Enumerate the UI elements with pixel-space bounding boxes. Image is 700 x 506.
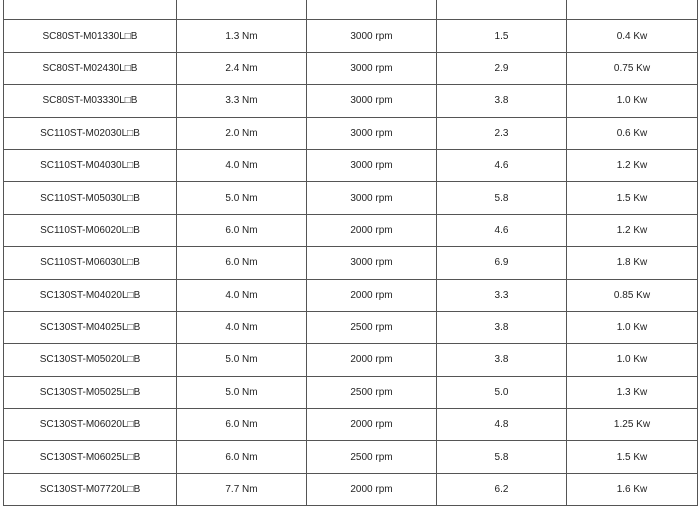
cell-power: 1.2 Kw [567, 149, 698, 181]
cell-speed: 3000 rpm [307, 182, 437, 214]
table-row [4, 85, 698, 117]
cell-model: SC110ST-M06020L□B [4, 214, 177, 246]
cell-speed: 3000 rpm [307, 149, 437, 181]
cell-power: 1.3 Kw [567, 376, 698, 408]
header-current [437, 0, 567, 20]
cell-current: 6.9 [437, 247, 567, 279]
table-row [4, 344, 698, 376]
servo-motor-spec-table-container [3, 0, 697, 506]
cell-power: 1.25 Kw [567, 409, 698, 441]
cell-power: 1.0 Kw [567, 311, 698, 343]
cell-speed: 2000 rpm [307, 473, 437, 505]
cell-current: 2.9 [437, 52, 567, 84]
cell-torque: 4.0 Nm [177, 149, 307, 181]
cell-current: 4.8 [437, 409, 567, 441]
cell-torque: 1.3 Nm [177, 20, 307, 52]
cell-model: SC130ST-M06025L□B [4, 441, 177, 473]
cell-speed: 3000 rpm [307, 117, 437, 149]
cell-model: SC110ST-M06030L□B [4, 247, 177, 279]
cell-power: 1.6 Kw [567, 473, 698, 505]
header-speed [307, 0, 437, 20]
cell-power: 1.0 Kw [567, 85, 698, 117]
cell-speed: 2000 rpm [307, 409, 437, 441]
cell-power: 1.5 Kw [567, 182, 698, 214]
cell-current: 3.8 [437, 311, 567, 343]
cell-current: 4.6 [437, 149, 567, 181]
table-row [4, 52, 698, 84]
table-row [4, 376, 698, 408]
table-row [4, 311, 698, 343]
cell-speed: 3000 rpm [307, 52, 437, 84]
table-row [4, 247, 698, 279]
table-row [4, 279, 698, 311]
cell-power: 0.4 Kw [567, 20, 698, 52]
cell-current: 5.8 [437, 182, 567, 214]
cell-power: 1.8 Kw [567, 247, 698, 279]
cell-speed: 2000 rpm [307, 279, 437, 311]
cell-model: SC130ST-M06020L□B [4, 409, 177, 441]
table-row [4, 182, 698, 214]
table-row [4, 20, 698, 52]
cell-model: SC130ST-M04020L□B [4, 279, 177, 311]
cell-power: 0.75 Kw [567, 52, 698, 84]
cell-speed: 3000 rpm [307, 85, 437, 117]
table-header-row [4, 0, 698, 20]
cell-model: SC80ST-M03330L□B [4, 85, 177, 117]
cell-torque: 6.0 Nm [177, 409, 307, 441]
cell-current: 3.8 [437, 344, 567, 376]
cell-torque: 4.0 Nm [177, 311, 307, 343]
cell-torque: 3.3 Nm [177, 85, 307, 117]
table-body [4, 20, 698, 506]
header-model [4, 0, 177, 20]
cell-current: 3.8 [437, 85, 567, 117]
cell-power: 1.0 Kw [567, 344, 698, 376]
cell-model: SC130ST-M05025L□B [4, 376, 177, 408]
cell-current: 5.8 [437, 441, 567, 473]
cell-torque: 6.0 Nm [177, 214, 307, 246]
cell-speed: 2500 rpm [307, 441, 437, 473]
cell-torque: 7.7 Nm [177, 473, 307, 505]
cell-model: SC130ST-M04025L□B [4, 311, 177, 343]
cell-speed: 2000 rpm [307, 214, 437, 246]
cell-power: 1.5 Kw [567, 441, 698, 473]
header-power [567, 0, 698, 20]
table-row [4, 214, 698, 246]
table-row [4, 473, 698, 505]
cell-power: 0.85 Kw [567, 279, 698, 311]
cell-torque: 2.4 Nm [177, 52, 307, 84]
cell-power: 0.6 Kw [567, 117, 698, 149]
cell-torque: 6.0 Nm [177, 247, 307, 279]
cell-torque: 6.0 Nm [177, 441, 307, 473]
cell-speed: 2000 rpm [307, 344, 437, 376]
cell-power: 1.2 Kw [567, 214, 698, 246]
cell-speed: 3000 rpm [307, 20, 437, 52]
table-row [4, 149, 698, 181]
cell-speed: 2500 rpm [307, 311, 437, 343]
cell-model: SC80ST-M01330L□B [4, 20, 177, 52]
cell-torque: 2.0 Nm [177, 117, 307, 149]
servo-motor-spec-table [3, 0, 698, 506]
cell-speed: 3000 rpm [307, 247, 437, 279]
cell-model: SC130ST-M05020L□B [4, 344, 177, 376]
header-torque [177, 0, 307, 20]
cell-model: SC110ST-M04030L□B [4, 149, 177, 181]
cell-model: SC130ST-M07720L□B [4, 473, 177, 505]
cell-torque: 5.0 Nm [177, 376, 307, 408]
cell-current: 4.6 [437, 214, 567, 246]
cell-model: SC110ST-M02030L□B [4, 117, 177, 149]
cell-torque: 4.0 Nm [177, 279, 307, 311]
cell-current: 1.5 [437, 20, 567, 52]
cell-speed: 2500 rpm [307, 376, 437, 408]
cell-model: SC80ST-M02430L□B [4, 52, 177, 84]
table-row [4, 441, 698, 473]
cell-torque: 5.0 Nm [177, 344, 307, 376]
cell-current: 5.0 [437, 376, 567, 408]
cell-torque: 5.0 Nm [177, 182, 307, 214]
cell-current: 6.2 [437, 473, 567, 505]
table-row [4, 117, 698, 149]
cell-model: SC110ST-M05030L□B [4, 182, 177, 214]
cell-current: 3.3 [437, 279, 567, 311]
table-row [4, 409, 698, 441]
cell-current: 2.3 [437, 117, 567, 149]
